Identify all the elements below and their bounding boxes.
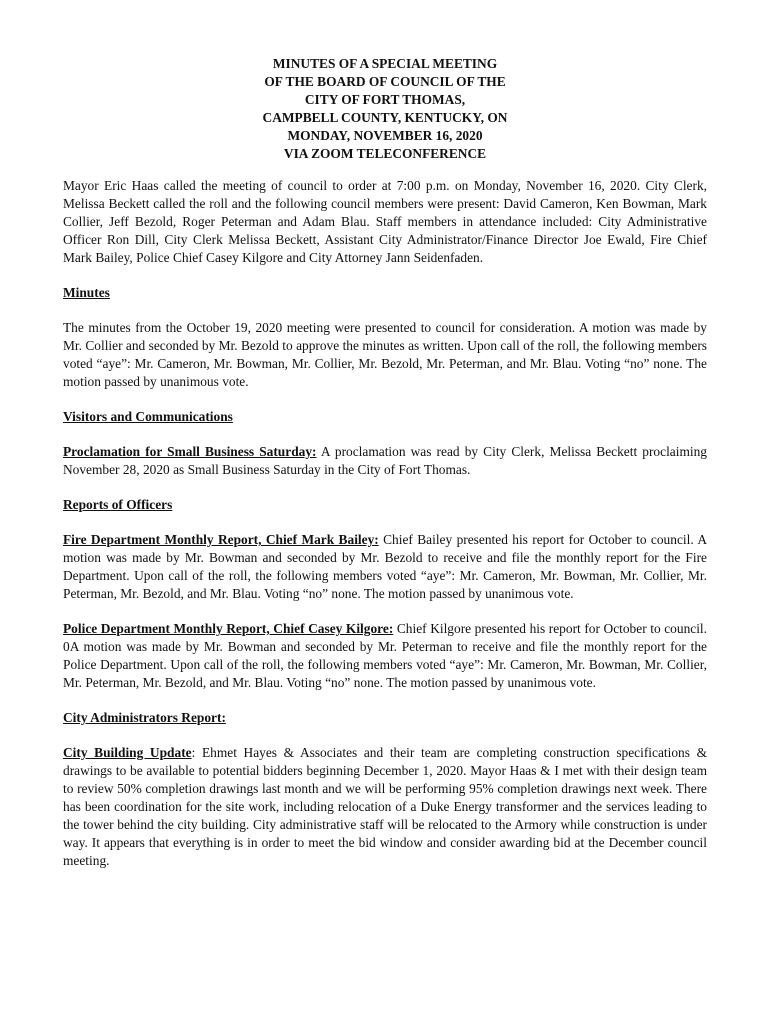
title-line: MONDAY, NOVEMBER 16, 2020: [287, 128, 483, 143]
title-line: VIA ZOOM TELECONFERENCE: [283, 146, 487, 161]
officers-heading: Reports of Officers: [63, 497, 173, 512]
proclamation-paragraph: [63, 443, 707, 479]
visitors-heading: Visitors and Communications: [63, 409, 233, 424]
title-line: CAMPBELL COUNTY, KENTUCKY, ON: [262, 110, 508, 125]
minutes-heading: Minutes: [63, 285, 110, 300]
fire-report-paragraph: [63, 531, 707, 603]
intro-paragraph: Mayor Eric Haas called the meeting of council to order at 7:00 p.m. on Monday, November 16, 2020. City Clerk, Melissa Beckett called the roll and the following council members were present: David Cameron, Ken Bowman, Mark Collier, Jeff Bezold, Roger Peterman and Adam Blau. Staff members in attendance included: City Administrative Officer Ron Dill, City Clerk Melissa Beckett, Assistant City Administrator/Finance Director Joe Ewald, Fire Chief Mark Bailey, Police Chief Casey Kilgore and City Attorney Jann Seidenfaden.: [63, 178, 707, 265]
title-line: CITY OF FORT THOMAS,: [304, 92, 466, 107]
building-update-paragraph: [63, 744, 707, 870]
police-report-text: Chief Kilgore presented his report for October to council. 0A motion was made by Mr. Bowman and seconded by Mr. Peterman to receive and file the monthly report for the Police Department. Upon call of the roll, the following members voted “aye”: Mr. Cameron, Mr. Bowman, Mr. Collier, Mr. Peterman, Mr. Bezold, and Mr. Blau. Voting “no” none. The motion passed by unanimous vote.: [63, 621, 707, 690]
building-update-text: : Ehmet Hayes & Associates and their team are completing construction specifications & drawings to be available to potential bidders beginning December 1, 2020. Mayor Haas & I met with their design team to review 50% completion drawings last month and we will be performing 95% completion drawings next week. There has been coordination for the site work, including relocation of a Duke Energy transformer and the services leading to the tower behind the city building. City administrative staff will be relocated to the Armory while construction is under way. It appears that everything is in order to meet the bid window and consider awarding bid at the December council meeting.: [63, 745, 707, 868]
minutes-paragraph: The minutes from the October 19, 2020 meeting were presented to council for consideration. A motion was made by Mr. Collier and seconded by Mr. Bezold to approve the minutes as written. Upon call of the roll, the following members voted “aye”: Mr. Cameron, Mr. Bowman, Mr. Collier, Mr. Bezold, Mr. Peterman, and Mr. Blau. Voting “no” none. The motion passed by unanimous vote.: [63, 320, 707, 389]
police-report-paragraph: [63, 620, 707, 692]
fire-report-text: Chief Bailey presented his report for October to council. A motion was made by Mr. Bowman and seconded by Mr. Bezold to receive and file the monthly report for the Fire Department. Upon call of the roll, the following members voted “aye”: Mr. Cameron, Mr. Bowman, Mr. Collier, Mr. Peterman, Mr. Bezold, and Mr. Blau. Voting “no” none. The motion passed by unanimous vote.: [63, 532, 707, 601]
police-report-lead: Police Department Monthly Report, Chief Casey Kilgore:: [63, 621, 394, 636]
meeting-title: [63, 55, 707, 163]
title-line: MINUTES OF A SPECIAL MEETING: [272, 56, 498, 71]
fire-report-lead: Fire Department Monthly Report, Chief Mark Bailey:: [63, 532, 379, 547]
proclamation-lead: Proclamation for Small Business Saturday:: [63, 444, 317, 459]
administrators-heading: City Administrators Report:: [63, 710, 226, 725]
building-update-lead: City Building Update: [63, 745, 192, 760]
title-line: OF THE BOARD OF COUNCIL OF THE: [264, 74, 506, 89]
proclamation-text: A proclamation was read by City Clerk, Melissa Beckett proclaiming November 28, 2020 as Small Business Saturday in the City of Fort Thomas.: [63, 444, 707, 477]
